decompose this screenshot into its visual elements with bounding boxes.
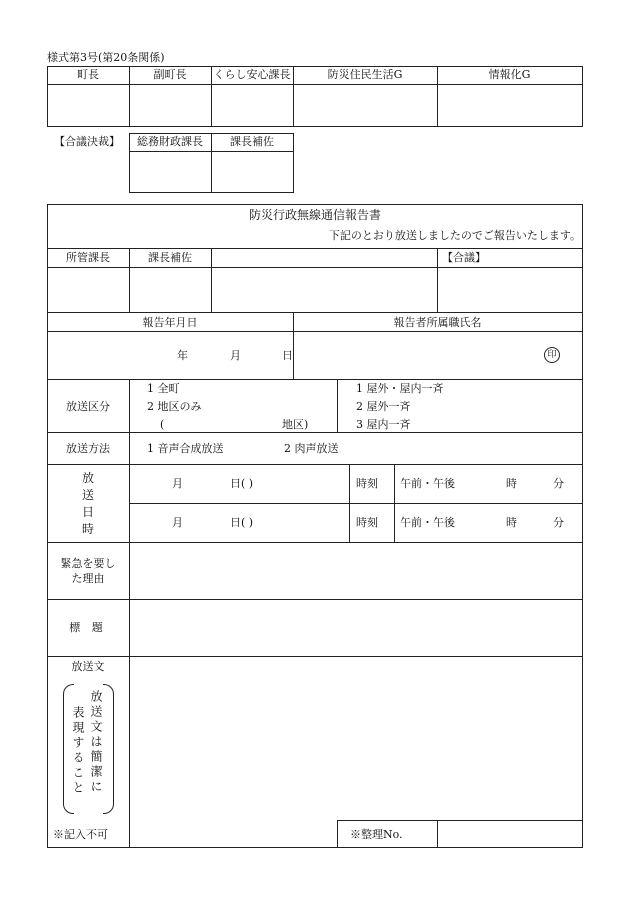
datetime-label-char-2: 送 <box>81 488 94 502</box>
date-unit-year: 年 <box>177 349 188 362</box>
note-text-col2: 表現すること <box>71 706 85 796</box>
report-date-field[interactable] <box>48 332 293 379</box>
urgent-reason-field[interactable] <box>130 543 582 599</box>
row1-month: 月 <box>172 477 183 490</box>
row2-minute: 分 <box>553 516 564 529</box>
note-text-col1: 放送文は簡潔に <box>89 690 103 795</box>
broadcast-text-label: 放送文 <box>71 660 105 673</box>
datetime-label-char-1: 放 <box>81 471 94 485</box>
row1-time-label: 時刻 <box>356 477 378 490</box>
consult-header-assistant: 課長補佐 <box>230 135 274 148</box>
consult-label: 【合議決裁】 <box>54 135 120 148</box>
datetime-label-char-4: 時 <box>81 522 94 536</box>
broadcast-text-field[interactable] <box>130 657 582 847</box>
row1-ampm[interactable]: 午前・午後 <box>400 477 455 490</box>
form-number: 様式第3号(第20条関係) <box>47 51 165 64</box>
row1-minute: 分 <box>553 477 564 490</box>
approval-stamp-disaster-group[interactable] <box>294 85 437 126</box>
report-date-label: 報告年月日 <box>142 316 198 329</box>
row2-hour: 時 <box>506 516 517 529</box>
category-option-outdoor[interactable]: 2 屋外一斉 <box>356 400 411 413</box>
stamp-consult[interactable] <box>438 268 582 312</box>
stamp-section-chief[interactable] <box>48 268 129 312</box>
row1-hour: 時 <box>506 477 517 490</box>
row2-ampm[interactable]: 午前・午後 <box>400 516 455 529</box>
approval-stamp-info-group[interactable] <box>438 85 582 126</box>
approval-header-deputy-mayor: 副町長 <box>153 68 187 81</box>
method-label: 放送方法 <box>66 442 110 455</box>
reporter-label: 報告者所属職氏名 <box>393 316 482 329</box>
approval-stamp-safety-chief[interactable] <box>212 85 293 126</box>
subject-label: 標 題 <box>69 621 107 634</box>
consult-header-finance-chief: 総務財政課長 <box>137 135 203 148</box>
note-paren-right <box>103 684 114 814</box>
method-option-synth[interactable]: 1 音声合成放送 <box>147 442 224 455</box>
header-assistant-chief: 課長補佐 <box>148 251 192 264</box>
no-entry-note: ※記入不可 <box>53 828 108 841</box>
category-option-district-only[interactable]: 2 地区のみ <box>147 400 202 413</box>
category-option-indoor[interactable]: 3 屋内一斉 <box>356 418 411 431</box>
datetime-label-char-3: 日 <box>81 505 94 519</box>
approval-header-disaster-group: 防災住民生活G <box>327 68 403 81</box>
approval-header-safety-chief: くらし安心課長 <box>213 68 291 81</box>
approval-header-mayor: 町長 <box>77 68 99 81</box>
consult-stamp-finance-chief[interactable] <box>130 152 211 192</box>
urgent-reason-label-1: 緊急を要し <box>60 557 116 570</box>
header-consult: 【合議】 <box>442 251 486 264</box>
report-intro: 下記のとおり放送しましたのでご報告いたします。 <box>328 229 581 242</box>
ref-no-field[interactable] <box>438 821 582 847</box>
row2-time-label: 時刻 <box>356 516 378 529</box>
district-paren-open: ( <box>160 418 165 431</box>
date-unit-month: 月 <box>230 349 241 362</box>
report-title: 防災行政無線通信報告書 <box>248 208 381 222</box>
category-label: 放送区分 <box>66 400 110 413</box>
reporter-field[interactable] <box>294 332 534 379</box>
approval-stamp-mayor[interactable] <box>48 85 129 126</box>
date-unit-day: 日 <box>282 349 293 362</box>
seal-mark: 印 <box>544 347 560 363</box>
category-option-whole-town[interactable]: 1 全町 <box>147 382 180 395</box>
stamp-assistant-chief[interactable] <box>130 268 211 312</box>
row2-day: 日( ) <box>230 516 254 529</box>
header-section-chief: 所管課長 <box>66 251 110 264</box>
approval-header-info-group: 情報化G <box>488 68 531 81</box>
row2-month: 月 <box>172 516 183 529</box>
ref-no-label: ※整理No. <box>350 828 403 841</box>
consult-stamp-assistant[interactable] <box>212 152 293 192</box>
district-name-field[interactable] <box>170 417 280 431</box>
stamp-blank[interactable] <box>212 268 437 312</box>
approval-stamp-deputy-mayor[interactable] <box>130 85 211 126</box>
row1-day: 日( ) <box>230 477 254 490</box>
district-paren-close: 地区) <box>282 418 309 431</box>
urgent-reason-label-2: た理由 <box>71 572 105 585</box>
method-option-voice[interactable]: 2 肉声放送 <box>284 442 339 455</box>
subject-field[interactable] <box>130 600 582 656</box>
category-option-outdoor-indoor[interactable]: 1 屋外・屋内一斉 <box>356 382 444 395</box>
